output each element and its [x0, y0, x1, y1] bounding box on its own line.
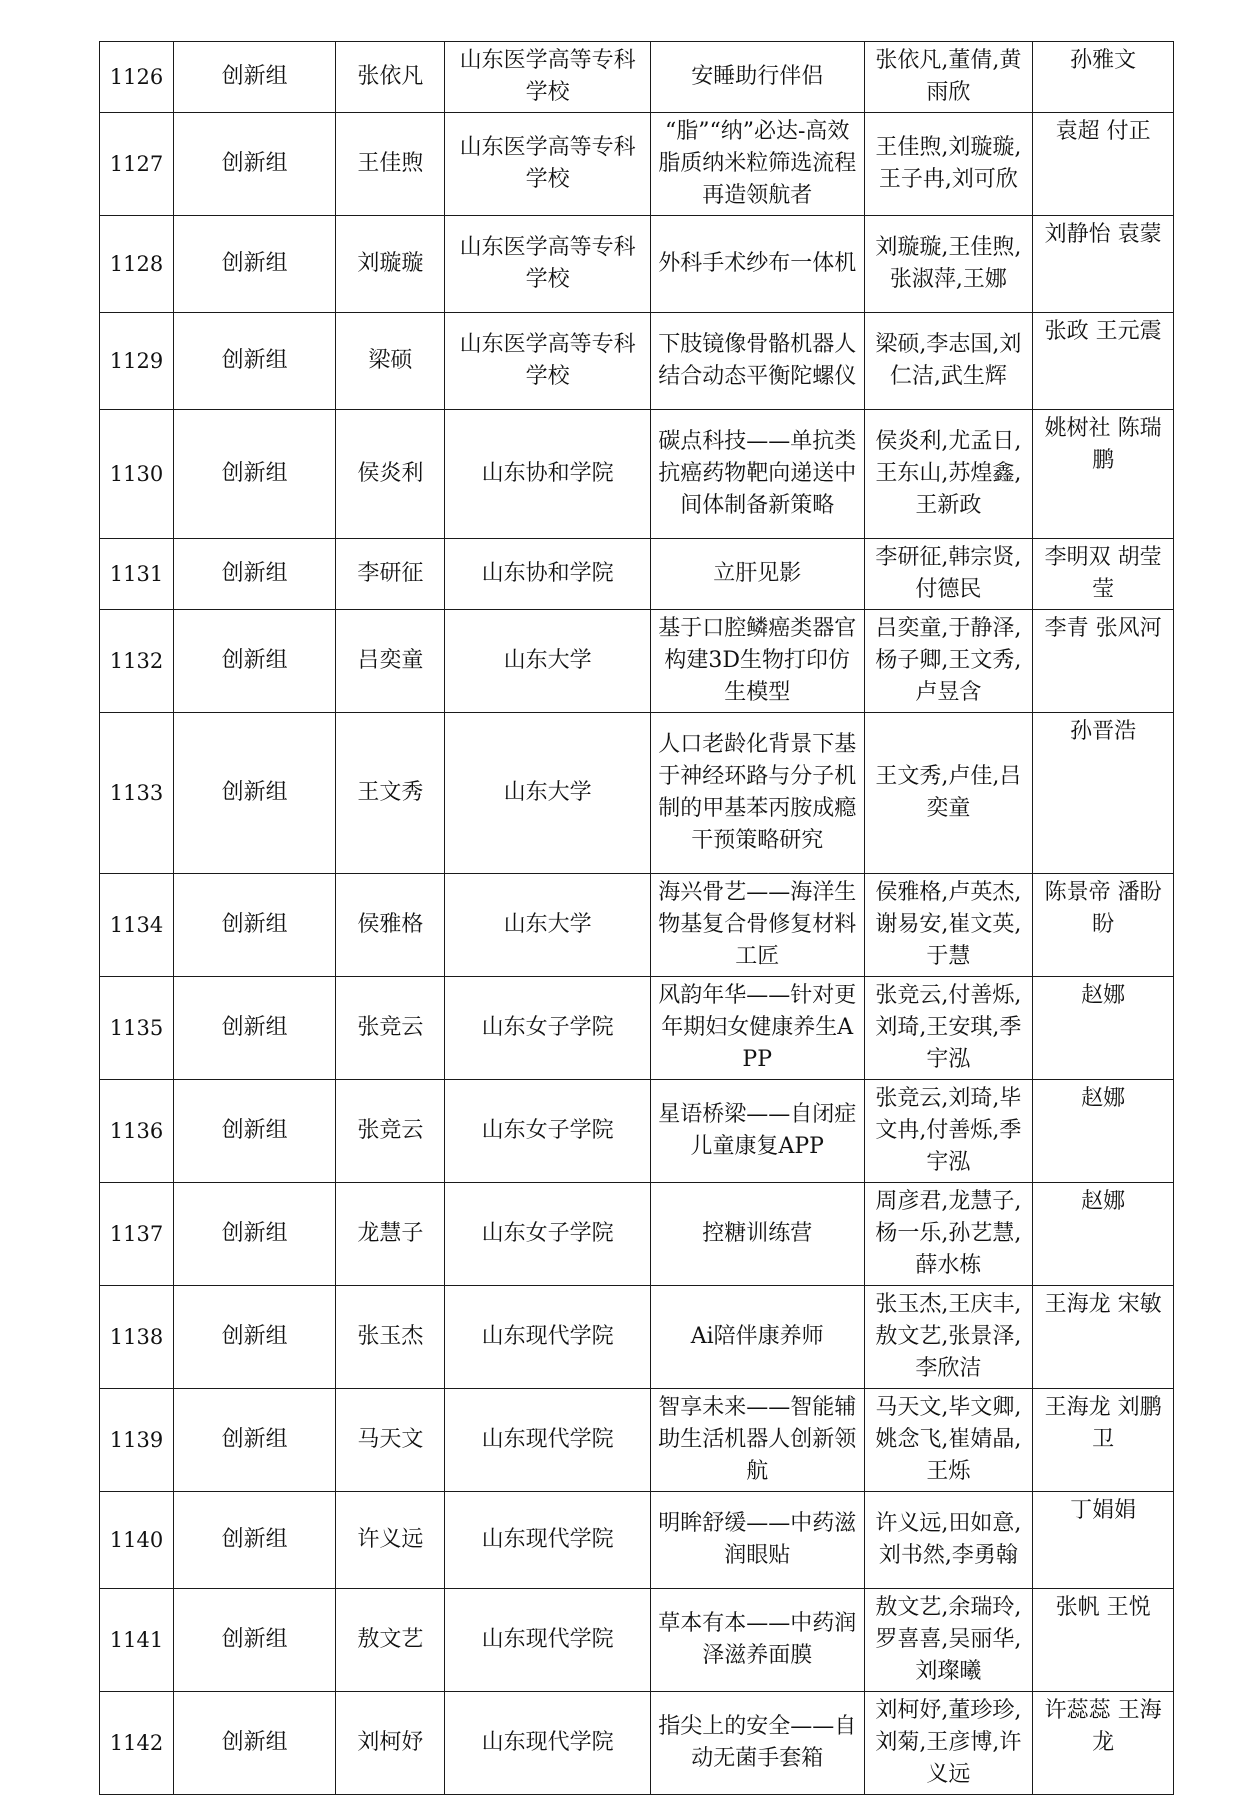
cell-number: 1135 [100, 977, 174, 1080]
cell-school: 山东现代学院 [445, 1589, 651, 1692]
cell-leader: 刘璇璇 [336, 216, 445, 313]
cell-school: 山东现代学院 [445, 1692, 651, 1795]
cell-advisors: 王海龙 刘鹏卫 [1033, 1389, 1174, 1492]
table-row [100, 1589, 1174, 1692]
cell-leader: 张竞云 [336, 977, 445, 1080]
cell-leader: 龙慧子 [336, 1183, 445, 1286]
table-row [100, 410, 1174, 539]
cell-members: 敖文艺,余瑞玲,罗喜喜,吴丽华,刘璨曦 [864, 1589, 1033, 1692]
cell-leader: 梁硕 [336, 313, 445, 410]
cell-project: 控糖训练营 [650, 1183, 864, 1286]
cell-advisors: 陈景帝 潘盼盼 [1033, 874, 1174, 977]
cell-advisors: 袁超 付正 [1033, 113, 1174, 216]
cell-group: 创新组 [173, 216, 335, 313]
cell-school: 山东医学高等专科学校 [445, 313, 651, 410]
cell-number: 1131 [100, 539, 174, 610]
cell-number: 1139 [100, 1389, 174, 1492]
cell-advisors: 孙雅文 [1033, 42, 1174, 113]
cell-number: 1142 [100, 1692, 174, 1795]
table-row [100, 1183, 1174, 1286]
cell-members: 周彦君,龙慧子,杨一乐,孙艺慧,薛水栋 [864, 1183, 1033, 1286]
cell-group: 创新组 [173, 1286, 335, 1389]
table-row [100, 313, 1174, 410]
cell-number: 1137 [100, 1183, 174, 1286]
cell-school: 山东女子学院 [445, 1080, 651, 1183]
cell-leader: 吕奕童 [336, 610, 445, 713]
cell-members: 刘璇璇,王佳煦,张淑萍,王娜 [864, 216, 1033, 313]
cell-school: 山东大学 [445, 610, 651, 713]
table-row [100, 713, 1174, 874]
table-row [100, 977, 1174, 1080]
cell-members: 王文秀,卢佳,吕奕童 [864, 713, 1033, 874]
cell-group: 创新组 [173, 539, 335, 610]
table-row [100, 1492, 1174, 1589]
cell-members: 侯炎利,尤孟日,王东山,苏煌鑫,王新政 [864, 410, 1033, 539]
cell-school: 山东大学 [445, 874, 651, 977]
cell-school: 山东医学高等专科学校 [445, 42, 651, 113]
cell-school: 山东大学 [445, 713, 651, 874]
cell-school: 山东协和学院 [445, 410, 651, 539]
cell-number: 1133 [100, 713, 174, 874]
results-table [99, 41, 1174, 1795]
cell-members: 许义远,田如意,刘书然,李勇翰 [864, 1492, 1033, 1589]
cell-leader: 侯雅格 [336, 874, 445, 977]
cell-project: 草本有本——中药润泽滋养面膜 [650, 1589, 864, 1692]
cell-group: 创新组 [173, 1692, 335, 1795]
table-row [100, 1692, 1174, 1795]
cell-leader: 王佳煦 [336, 113, 445, 216]
cell-project: 立肝见影 [650, 539, 864, 610]
cell-advisors: 许蕊蕊 王海龙 [1033, 1692, 1174, 1795]
cell-project: 智享未来——智能辅助生活机器人创新领航 [650, 1389, 864, 1492]
cell-project: 指尖上的安全——自动无菌手套箱 [650, 1692, 864, 1795]
table-row [100, 539, 1174, 610]
cell-members: 马天文,毕文卿,姚念飞,崔婧晶,王烁 [864, 1389, 1033, 1492]
cell-leader: 侯炎利 [336, 410, 445, 539]
cell-project: 外科手术纱布一体机 [650, 216, 864, 313]
cell-advisors: 刘静怡 袁蒙 [1033, 216, 1174, 313]
cell-group: 创新组 [173, 1389, 335, 1492]
cell-leader: 刘柯妤 [336, 1692, 445, 1795]
cell-number: 1130 [100, 410, 174, 539]
cell-members: 梁硕,李志国,刘仁洁,武生辉 [864, 313, 1033, 410]
cell-group: 创新组 [173, 313, 335, 410]
table-row [100, 42, 1174, 113]
cell-advisors: 李青 张风河 [1033, 610, 1174, 713]
table-row [100, 874, 1174, 977]
cell-members: 张竞云,刘琦,毕文冉,付善烁,季宇泓 [864, 1080, 1033, 1183]
cell-members: 吕奕童,于静泽,杨子卿,王文秀,卢昱含 [864, 610, 1033, 713]
cell-advisors: 赵娜 [1033, 1183, 1174, 1286]
cell-number: 1136 [100, 1080, 174, 1183]
cell-leader: 张竞云 [336, 1080, 445, 1183]
cell-number: 1126 [100, 42, 174, 113]
table-body [100, 42, 1174, 1795]
cell-school: 山东女子学院 [445, 1183, 651, 1286]
cell-members: 李研征,韩宗贤,付德民 [864, 539, 1033, 610]
cell-group: 创新组 [173, 874, 335, 977]
cell-group: 创新组 [173, 713, 335, 874]
cell-school: 山东现代学院 [445, 1389, 651, 1492]
cell-project: 星语桥梁——自闭症儿童康复APP [650, 1080, 864, 1183]
cell-school: 山东女子学院 [445, 977, 651, 1080]
cell-leader: 王文秀 [336, 713, 445, 874]
cell-group: 创新组 [173, 1080, 335, 1183]
cell-advisors: 张帆 王悦 [1033, 1589, 1174, 1692]
table-row [100, 610, 1174, 713]
cell-members: 张玉杰,王庆丰,敖文艺,张景泽,李欣洁 [864, 1286, 1033, 1389]
cell-advisors: 孙晋浩 [1033, 713, 1174, 874]
cell-number: 1129 [100, 313, 174, 410]
cell-group: 创新组 [173, 1183, 335, 1286]
cell-school: 山东医学高等专科学校 [445, 113, 651, 216]
cell-members: 王佳煦,刘璇璇,王子冉,刘可欣 [864, 113, 1033, 216]
cell-project: 人口老龄化背景下基于神经环路与分子机制的甲基苯丙胺成瘾干预策略研究 [650, 713, 864, 874]
cell-school: 山东协和学院 [445, 539, 651, 610]
table-row [100, 216, 1174, 313]
cell-advisors: 赵娜 [1033, 977, 1174, 1080]
cell-advisors: 王海龙 宋敏 [1033, 1286, 1174, 1389]
cell-project: 明眸舒缓——中药滋润眼贴 [650, 1492, 864, 1589]
cell-leader: 李研征 [336, 539, 445, 610]
table-row [100, 113, 1174, 216]
cell-project: 基于口腔鳞癌类器官构建3D生物打印仿生模型 [650, 610, 864, 713]
cell-members: 张依凡,董倩,黄雨欣 [864, 42, 1033, 113]
cell-number: 1138 [100, 1286, 174, 1389]
cell-number: 1141 [100, 1589, 174, 1692]
cell-leader: 敖文艺 [336, 1589, 445, 1692]
cell-number: 1132 [100, 610, 174, 713]
cell-members: 侯雅格,卢英杰,谢易安,崔文英,于慧 [864, 874, 1033, 977]
cell-advisors: 姚树社 陈瑞鹏 [1033, 410, 1174, 539]
cell-project: “脂”“纳”必达-高效脂质纳米粒筛选流程再造领航者 [650, 113, 864, 216]
cell-project: 下肢镜像骨骼机器人结合动态平衡陀螺仪 [650, 313, 864, 410]
cell-number: 1128 [100, 216, 174, 313]
cell-members: 刘柯妤,董珍珍,刘菊,王彦博,许义远 [864, 1692, 1033, 1795]
cell-leader: 张依凡 [336, 42, 445, 113]
cell-members: 张竞云,付善烁,刘琦,王安琪,季宇泓 [864, 977, 1033, 1080]
cell-project: 海兴骨艺——海洋生物基复合骨修复材料工匠 [650, 874, 864, 977]
cell-advisors: 张政 王元震 [1033, 313, 1174, 410]
cell-leader: 许义远 [336, 1492, 445, 1589]
cell-number: 1127 [100, 113, 174, 216]
table-row [100, 1080, 1174, 1183]
table-row [100, 1286, 1174, 1389]
cell-group: 创新组 [173, 977, 335, 1080]
cell-school: 山东医学高等专科学校 [445, 216, 651, 313]
cell-advisors: 赵娜 [1033, 1080, 1174, 1183]
cell-group: 创新组 [173, 113, 335, 216]
cell-school: 山东现代学院 [445, 1492, 651, 1589]
cell-project: 安睡助行伴侣 [650, 42, 864, 113]
cell-project: 碳点科技——单抗类抗癌药物靶向递送中间体制备新策略 [650, 410, 864, 539]
cell-advisors: 李明双 胡莹莹 [1033, 539, 1174, 610]
cell-advisors: 丁娟娟 [1033, 1492, 1174, 1589]
cell-group: 创新组 [173, 42, 335, 113]
cell-school: 山东现代学院 [445, 1286, 651, 1389]
cell-group: 创新组 [173, 610, 335, 713]
cell-project: 风韵年华——针对更年期妇女健康养生APP [650, 977, 864, 1080]
cell-group: 创新组 [173, 1589, 335, 1692]
cell-leader: 马天文 [336, 1389, 445, 1492]
cell-group: 创新组 [173, 1492, 335, 1589]
cell-group: 创新组 [173, 410, 335, 539]
cell-number: 1140 [100, 1492, 174, 1589]
table-row [100, 1389, 1174, 1492]
cell-number: 1134 [100, 874, 174, 977]
cell-project: Ai陪伴康养师 [650, 1286, 864, 1389]
cell-leader: 张玉杰 [336, 1286, 445, 1389]
